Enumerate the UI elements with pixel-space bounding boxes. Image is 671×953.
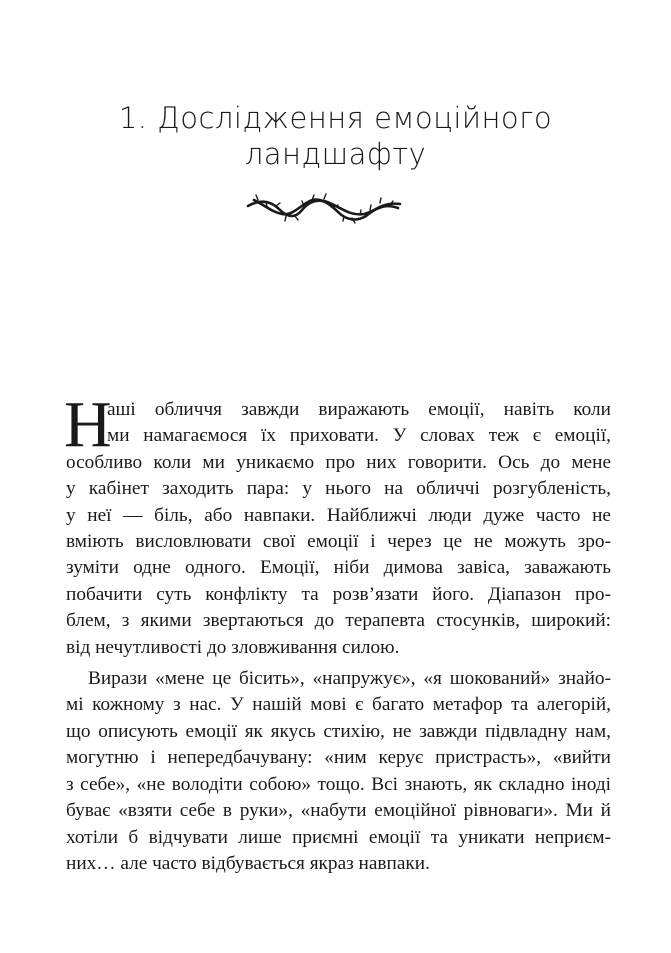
dropcap-letter: Н [64, 388, 112, 461]
paragraph-1 [64, 388, 611, 661]
paragraph-2 [66, 666, 611, 877]
text-line: могутню і непередбачувану: «ним керує пристрасть», «вийти [66, 747, 611, 769]
text-line: у неї — біль, або навпаки. Найближчі люди дуже часто не [66, 504, 611, 526]
text-line: блем, з якими звертаються до терапевта стосунків, широкий: [66, 610, 611, 632]
text-line: них… але часто відбувається якраз навпаки. [66, 852, 430, 874]
chapter-body [64, 388, 611, 877]
text-line: буває «взяти себе в руки», «набути емоційної рівноваги». Ми й [66, 800, 611, 822]
text-line: у кабінет заходить пара: у нього на обличчі розгубленість, [66, 478, 611, 500]
text-line: аші обличчя завжди виражають емоції, навіть коли [107, 399, 611, 420]
chapter-title [0, 100, 671, 172]
chapter-title-line-2: ландшафту [244, 137, 427, 171]
text-line: що описують емоції як якусь стихію, не завжди підвладну нам, [66, 720, 611, 742]
text-line: хотіли б відчувати лише приємні емоції та уникати неприєм- [66, 826, 611, 848]
text-line: мі кожному з нас. У нашій мові є багато метафор та алегорій, [66, 694, 611, 716]
text-line: ми намагаємося їх приховати. У словах теж є емоції, [107, 425, 611, 447]
text-line: з себе», «не володіти собою» тощо. Всі знають, як складно іноді [66, 773, 611, 795]
chapter-title-line-1: 1. Дослідження емоційного [118, 101, 553, 135]
text-line: Вирази «мене це бісить», «напружує», «я шокований» знайо- [88, 668, 611, 690]
thorn-vine-ornament-icon [240, 188, 405, 230]
text-line: побачити суть конфлікту та розв’язати його. Діапазон про- [66, 583, 611, 605]
text-line: вміють висловлювати свої емоції і через це не можуть зро- [66, 531, 611, 553]
text-line: зуміти одне одного. Емоції, ніби димова завіса, заважають [66, 557, 611, 579]
text-line: від нечутливості до зловживання силою. [66, 636, 400, 658]
text-line: особливо коли ми уникаємо про них говорити. Ось до мене [66, 451, 611, 473]
